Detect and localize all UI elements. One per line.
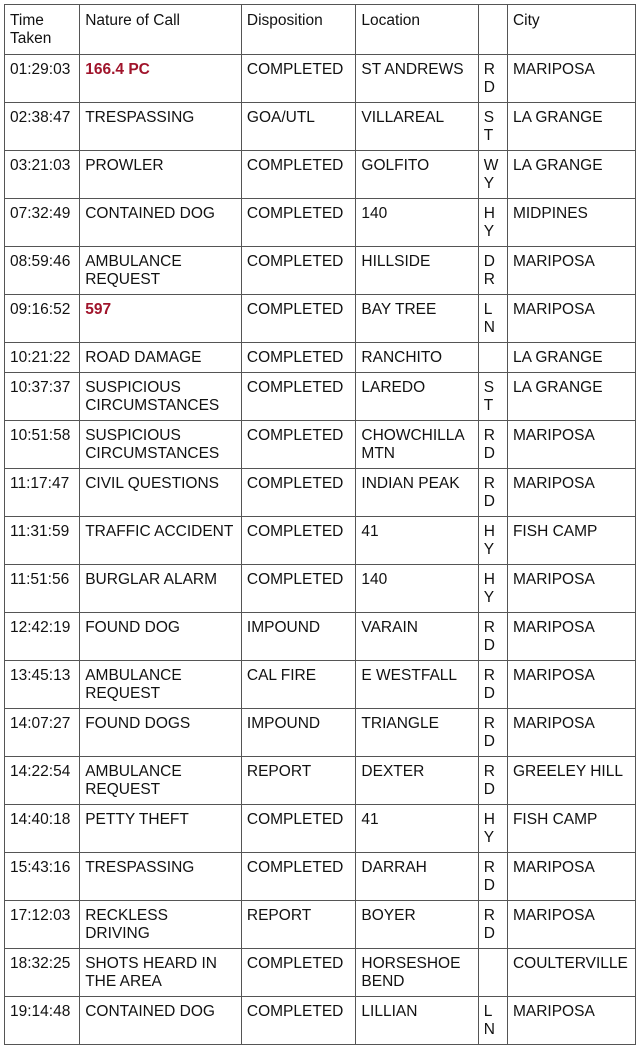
cell-city: MARIPOSA [507, 613, 635, 661]
cell-street-suffix: LN [478, 997, 507, 1045]
cell-city: MARIPOSA [507, 295, 635, 343]
cell-disposition: COMPLETED [241, 949, 356, 997]
cell-time-taken: 02:38:47 [5, 103, 80, 151]
header-disposition: Disposition [241, 5, 356, 55]
cell-nature-of-call: CONTAINED DOG [80, 199, 242, 247]
cell-disposition: COMPLETED [241, 55, 356, 103]
cell-nature-of-call: CONTAINED DOG [80, 997, 242, 1045]
cell-disposition: COMPLETED [241, 997, 356, 1045]
cell-street-suffix [478, 949, 507, 997]
cell-nature-of-call: SHOTS HEARD IN THE AREA [80, 949, 242, 997]
cell-time-taken: 19:14:48 [5, 997, 80, 1045]
cell-disposition: COMPLETED [241, 343, 356, 373]
header-city: City [507, 5, 635, 55]
cell-nature-of-call: AMBULANCE REQUEST [80, 661, 242, 709]
cell-disposition: COMPLETED [241, 247, 356, 295]
cell-street-suffix: HY [478, 199, 507, 247]
cell-street-suffix: ST [478, 373, 507, 421]
call-log-table [4, 4, 636, 1045]
cell-nature-of-call: FOUND DOGS [80, 709, 242, 757]
cell-time-taken: 15:43:16 [5, 853, 80, 901]
cell-street-suffix: RD [478, 853, 507, 901]
cell-time-taken: 14:22:54 [5, 757, 80, 805]
table-row [5, 853, 636, 901]
cell-street-suffix: RD [478, 469, 507, 517]
cell-nature-of-call: SUSPICIOUS CIRCUMSTANCES [80, 373, 242, 421]
cell-location: LILLIAN [356, 997, 478, 1045]
cell-disposition: COMPLETED [241, 853, 356, 901]
table-row [5, 661, 636, 709]
cell-city: MARIPOSA [507, 565, 635, 613]
cell-time-taken: 08:59:46 [5, 247, 80, 295]
cell-location: CHOWCHILLA MTN [356, 421, 478, 469]
cell-street-suffix: RD [478, 901, 507, 949]
table-row [5, 565, 636, 613]
cell-disposition: COMPLETED [241, 805, 356, 853]
cell-city: MARIPOSA [507, 247, 635, 295]
table-row [5, 709, 636, 757]
cell-location: TRIANGLE [356, 709, 478, 757]
cell-nature-of-call: TRESPASSING [80, 103, 242, 151]
header-time-taken: Time Taken [5, 5, 80, 55]
cell-disposition: COMPLETED [241, 151, 356, 199]
cell-disposition: COMPLETED [241, 199, 356, 247]
cell-time-taken: 09:16:52 [5, 295, 80, 343]
cell-nature-of-call: AMBULANCE REQUEST [80, 247, 242, 295]
table-row [5, 247, 636, 295]
cell-location: RANCHITO [356, 343, 478, 373]
cell-nature-of-call: TRESPASSING [80, 853, 242, 901]
cell-time-taken: 10:21:22 [5, 343, 80, 373]
cell-time-taken: 17:12:03 [5, 901, 80, 949]
cell-location: 41 [356, 805, 478, 853]
cell-time-taken: 10:51:58 [5, 421, 80, 469]
table-row [5, 805, 636, 853]
cell-time-taken: 03:21:03 [5, 151, 80, 199]
cell-location: BOYER [356, 901, 478, 949]
cell-nature-of-call: CIVIL QUESTIONS [80, 469, 242, 517]
table-row [5, 55, 636, 103]
cell-location: 41 [356, 517, 478, 565]
table-row [5, 613, 636, 661]
cell-disposition: COMPLETED [241, 469, 356, 517]
cell-street-suffix: DR [478, 247, 507, 295]
cell-location: 140 [356, 199, 478, 247]
cell-time-taken: 01:29:03 [5, 55, 80, 103]
table-row [5, 103, 636, 151]
table-row [5, 517, 636, 565]
cell-nature-of-call: AMBULANCE REQUEST [80, 757, 242, 805]
table-row [5, 343, 636, 373]
cell-city: LA GRANGE [507, 103, 635, 151]
cell-nature-of-call: RECKLESS DRIVING [80, 901, 242, 949]
cell-city: LA GRANGE [507, 373, 635, 421]
cell-time-taken: 14:40:18 [5, 805, 80, 853]
cell-city: MARIPOSA [507, 421, 635, 469]
cell-location: LAREDO [356, 373, 478, 421]
call-log-body [5, 55, 636, 1045]
table-row [5, 949, 636, 997]
cell-time-taken: 14:07:27 [5, 709, 80, 757]
cell-disposition: REPORT [241, 757, 356, 805]
header-street-suffix [478, 5, 507, 55]
cell-time-taken: 18:32:25 [5, 949, 80, 997]
cell-time-taken: 11:31:59 [5, 517, 80, 565]
header-row [5, 5, 636, 55]
cell-disposition: COMPLETED [241, 295, 356, 343]
cell-disposition: IMPOUND [241, 709, 356, 757]
cell-location: GOLFITO [356, 151, 478, 199]
cell-location: VILLAREAL [356, 103, 478, 151]
table-row [5, 901, 636, 949]
cell-street-suffix: HY [478, 805, 507, 853]
cell-city: FISH CAMP [507, 805, 635, 853]
table-row [5, 199, 636, 247]
cell-disposition: COMPLETED [241, 517, 356, 565]
cell-nature-of-call: 597 [80, 295, 242, 343]
cell-location: DEXTER [356, 757, 478, 805]
cell-city: MARIPOSA [507, 997, 635, 1045]
header-nature-of-call: Nature of Call [80, 5, 242, 55]
cell-time-taken: 07:32:49 [5, 199, 80, 247]
cell-city: MARIPOSA [507, 469, 635, 517]
cell-city: GREELEY HILL [507, 757, 635, 805]
cell-street-suffix: RD [478, 613, 507, 661]
cell-location: HORSESHOE BEND [356, 949, 478, 997]
cell-nature-of-call: TRAFFIC ACCIDENT [80, 517, 242, 565]
cell-street-suffix: RD [478, 757, 507, 805]
cell-city: LA GRANGE [507, 343, 635, 373]
cell-disposition: COMPLETED [241, 373, 356, 421]
cell-disposition: REPORT [241, 901, 356, 949]
cell-nature-of-call: SUSPICIOUS CIRCUMSTANCES [80, 421, 242, 469]
table-row [5, 997, 636, 1045]
cell-city: MARIPOSA [507, 853, 635, 901]
cell-location: VARAIN [356, 613, 478, 661]
cell-street-suffix: WY [478, 151, 507, 199]
header-location: Location [356, 5, 478, 55]
cell-city: FISH CAMP [507, 517, 635, 565]
cell-nature-of-call: 166.4 PC [80, 55, 242, 103]
cell-time-taken: 11:51:56 [5, 565, 80, 613]
cell-disposition: GOA/UTL [241, 103, 356, 151]
table-row [5, 757, 636, 805]
cell-time-taken: 13:45:13 [5, 661, 80, 709]
cell-time-taken: 11:17:47 [5, 469, 80, 517]
cell-city: MARIPOSA [507, 55, 635, 103]
cell-nature-of-call: BURGLAR ALARM [80, 565, 242, 613]
cell-location: BAY TREE [356, 295, 478, 343]
cell-street-suffix: RD [478, 709, 507, 757]
cell-street-suffix [478, 343, 507, 373]
cell-city: MARIPOSA [507, 709, 635, 757]
cell-city: MIDPINES [507, 199, 635, 247]
cell-street-suffix: LN [478, 295, 507, 343]
cell-location: 140 [356, 565, 478, 613]
cell-street-suffix: HY [478, 565, 507, 613]
table-row [5, 373, 636, 421]
cell-street-suffix: RD [478, 661, 507, 709]
cell-location: ST ANDREWS [356, 55, 478, 103]
cell-street-suffix: ST [478, 103, 507, 151]
cell-nature-of-call: PROWLER [80, 151, 242, 199]
cell-city: MARIPOSA [507, 901, 635, 949]
cell-nature-of-call: FOUND DOG [80, 613, 242, 661]
table-row [5, 295, 636, 343]
cell-city: LA GRANGE [507, 151, 635, 199]
cell-disposition: COMPLETED [241, 565, 356, 613]
cell-location: HILLSIDE [356, 247, 478, 295]
cell-time-taken: 10:37:37 [5, 373, 80, 421]
cell-location: E WESTFALL [356, 661, 478, 709]
cell-disposition: IMPOUND [241, 613, 356, 661]
cell-disposition: CAL FIRE [241, 661, 356, 709]
table-row [5, 151, 636, 199]
table-row [5, 421, 636, 469]
cell-street-suffix: RD [478, 421, 507, 469]
cell-location: INDIAN PEAK [356, 469, 478, 517]
cell-nature-of-call: PETTY THEFT [80, 805, 242, 853]
cell-disposition: COMPLETED [241, 421, 356, 469]
cell-nature-of-call: ROAD DAMAGE [80, 343, 242, 373]
cell-street-suffix: RD [478, 55, 507, 103]
table-row [5, 469, 636, 517]
cell-city: MARIPOSA [507, 661, 635, 709]
cell-time-taken: 12:42:19 [5, 613, 80, 661]
cell-city: COULTERVILLE [507, 949, 635, 997]
cell-location: DARRAH [356, 853, 478, 901]
cell-street-suffix: HY [478, 517, 507, 565]
